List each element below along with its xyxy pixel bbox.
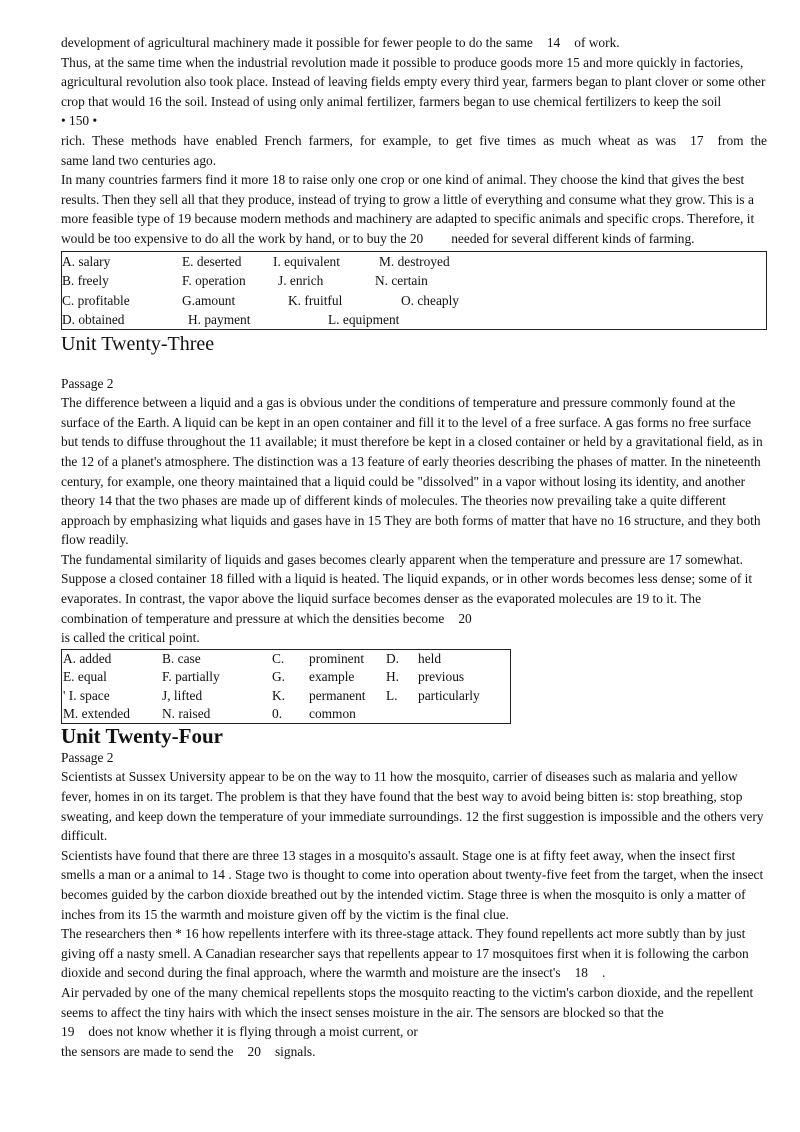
u24-para2: Scientists have found that there are three 13 stages in a mosquito's assault. Stage one is at fifty feet away, when the insect first smells a man or a animal to 14 . Stage two is thought to come into operation about twenty-five feet from the target, when the insect becomes guided by the carbon dioxide breathed out by the intended victim. Stage three is when the mosquito is only a matter of inches from its 15 the warmth and moisture given off by the victim is the final clue.	[61, 847, 764, 922]
option: particularly	[418, 687, 480, 703]
u23-word-bank	[61, 649, 511, 724]
unit-heading: Unit Twenty-Three	[61, 332, 215, 355]
u22-para1	[61, 33, 767, 53]
u24-para1: Scientists at Sussex University appear to be on the way to 11 how the mosquito, carrier of diseases such as malaria and yellow fever, homes in on its target. The problem is that they have found that the best way to avoid being bitten is: stop breathing, stop sweating, and keep down the temperature of your immediate surroundings. 12 the first suggestion is impossible and the others very difficult.	[61, 769, 764, 844]
unit-heading: Unit Twenty-Four	[61, 723, 223, 748]
u24-para4: Air pervaded by one of the many chemical repellents stops the mosquito reacting to the victim's carbon dioxide, and the repellent seems to affect the tiny hairs with which the insect senses moisture in the air. The sensors are blocked so that the	[61, 984, 754, 1020]
option: held	[418, 650, 442, 666]
u23-para2	[61, 550, 767, 628]
option: A. salary	[62, 253, 111, 269]
option: I. equivalent	[273, 253, 340, 269]
u23-para1: The difference between a liquid and a gas is obvious under the conditions of temperature and pressure commonly found at the surface of the Earth. A liquid can be kept in an open container and fill it to the level of a free surface. A gas forms no free surface but tends to diffuse throughout the 11 available; it must therefore be kept in a closed container or held by a gravitational field, as in the 12 of a planet's atmosphere. The distinction was a 13 feature of early theories describing the phases of matter. In the nineteenth century, for example, one theory maintained that a liquid could be "dissolved" in a vapor without losing its identity, and another theory 14 that the two phases are made up of different kinds of molecules. The theories now prevailing take a quite different approach by emphasizing what liquids and gases have in 15 They are both forms of matter that have no 16 structure, and they both flow readily.	[61, 395, 763, 548]
text: The fundamental similarity of liquids and gases becomes clearly apparent when the temperature and pressure are 17 somewhat. Suppose a closed container 18 filled with a liquid is heated. The liquid expands, or in other words becomes less dense; some of it evaporates. In contrast, the vapor above the liquid surface becomes denser as the evaporated molecules are 19 to it. The combination of temperature and pressure at which the densities become	[61, 551, 753, 626]
text: The researchers then * 16 how repellents interfere with its three-stage attack. They found repellents act more subtly than by just giving off a nasty smell. A Canadian researcher says that repellents appear to 17 mosquitoes first when it is following the carbon dioxide and second during the final approach, where the warmth and moisture are the insect's	[61, 926, 749, 981]
option: G.	[272, 669, 286, 685]
page-content	[61, 33, 767, 1061]
option: D.	[386, 650, 400, 666]
option: C. profitable	[62, 292, 130, 308]
blank-number: 18	[574, 965, 588, 981]
blank-number: 19	[61, 1024, 75, 1040]
option: L.	[386, 687, 398, 703]
option: prominent	[309, 650, 365, 666]
text: rich. These methods have enabled French farmers, for example, to get five times as much wheat as was	[61, 132, 677, 148]
option: D. obtained	[62, 312, 125, 328]
u24-para4-line2	[61, 1022, 767, 1042]
u24-para5	[61, 1042, 767, 1062]
blank-number: 17	[690, 132, 704, 148]
option: F. operation	[182, 273, 246, 289]
passage-label: Passage 2	[61, 749, 114, 765]
text: the sensors are made to send the	[61, 1043, 234, 1059]
u22-word-bank	[61, 251, 767, 330]
option: previous	[418, 669, 465, 685]
text: from the	[717, 132, 767, 148]
text: needed for several different kinds of farming.	[451, 230, 695, 246]
text: does not know whether it is flying through a moist current, or	[88, 1024, 418, 1040]
option: J. enrich	[278, 273, 324, 289]
option: L. equipment	[328, 312, 400, 328]
option: permanent	[309, 687, 366, 703]
option: K. fruitful	[288, 292, 343, 308]
text: development of agricultural machinery made it possible for fewer people to do the same	[61, 35, 533, 50]
page-number: • 150 •	[61, 113, 98, 129]
option: J, lifted	[162, 687, 203, 703]
u22-para2: Thus, at the same time when the industrial revolution made it possible to produce goods more 15 and more quickly in factories, agricultural revolution also took place. Instead of leaving fields empty every third year, farmers began to plant clover or some other crop that would 16 the soil. Instead of using only animal fertilizer, farmers began to use chemical fertilizers to keep the soil	[61, 54, 766, 109]
option: H.	[386, 669, 400, 685]
option: K.	[272, 687, 286, 703]
passage-label: Passage 2	[61, 375, 114, 391]
option: N. certain	[375, 273, 428, 289]
option: F. partially	[162, 669, 220, 685]
text: of work.	[574, 35, 620, 50]
option: C.	[272, 650, 285, 666]
option: M. extended	[63, 706, 130, 722]
blank-number: 14	[546, 35, 561, 50]
u22-para3-line2: same land two centuries ago.	[61, 152, 217, 168]
u22-para4	[61, 170, 767, 248]
u22-para3-line1	[61, 131, 767, 151]
text: In many countries farmers find it more 18 to raise only one crop or one kind of animal. They choose the kind that gives the best results. Then they sell all that they produce, instead of trying to grow a little of everything and consume what they grow. This is a more feasible type of 19 because modern methods and machinery are adapted to specific animals and specific crops. Therefore, it would be too expensive to do all the work by hand, or to buy the 20	[61, 172, 755, 246]
text: signals.	[274, 1043, 316, 1059]
option: N. raised	[162, 706, 211, 722]
blank-number: 20	[247, 1043, 261, 1059]
option: O. cheaply	[401, 292, 460, 308]
option: M. destroyed	[379, 253, 450, 269]
option: B. case	[162, 650, 201, 666]
option: 0.	[272, 706, 283, 722]
option: E. deserted	[182, 253, 242, 269]
option: A. added	[63, 650, 112, 666]
option: common	[309, 706, 356, 722]
option: example	[309, 669, 355, 685]
option: G.amount	[182, 292, 236, 308]
u24-para3	[61, 924, 767, 983]
option: H. payment	[188, 312, 251, 328]
option: ' I. space	[63, 687, 110, 703]
u23-para2-end: is called the critical point.	[61, 630, 200, 646]
option: E. equal	[63, 669, 107, 685]
option: B. freely	[62, 273, 109, 289]
text: .	[601, 965, 606, 981]
blank-number: 20	[458, 610, 472, 626]
